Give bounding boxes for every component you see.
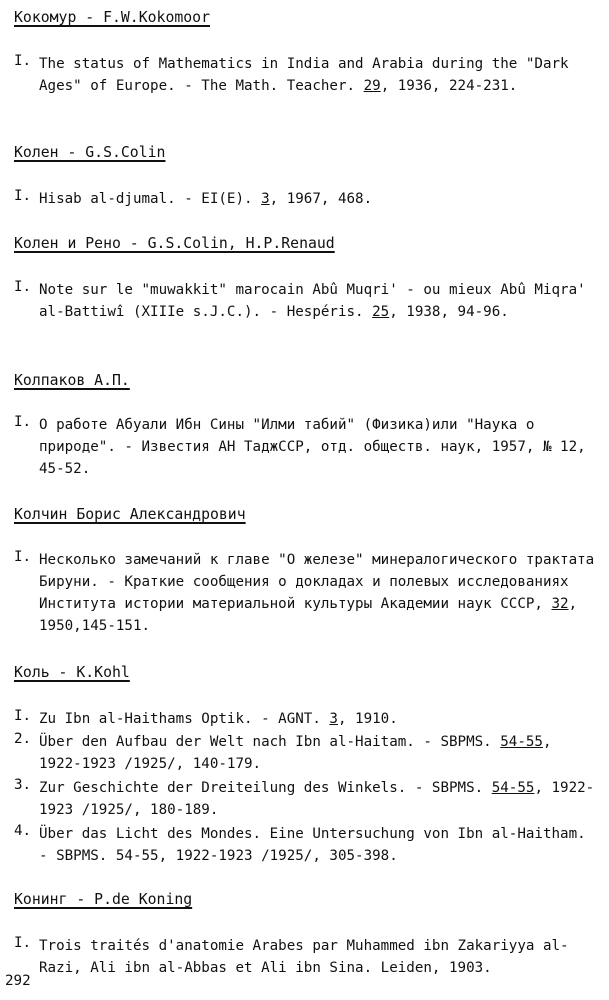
bibliography-entry <box>14 414 596 480</box>
entry-number: 3. <box>14 777 32 793</box>
bibliography-entry <box>14 279 596 323</box>
entry-number: I. <box>14 414 32 430</box>
bibliography-entry <box>14 823 596 867</box>
entry-number: I. <box>14 549 32 565</box>
author-heading-kohl: Коль - K.Kohl <box>14 664 130 681</box>
entry-text: Note sur le "muwakkit" marocain Abû Muqri' - ou mieux Abû Miqra' al-Battiwî (XIIIe s.J.C.). - Hespéris. 25, 1938, 94-96. <box>39 282 586 320</box>
entry-text: Zur Geschichte der Dreiteilung des Winkels. - SBPMS. 54-55, 1922-1923 /1925/, 180-189. <box>39 780 595 818</box>
entry-number: I. <box>14 53 32 69</box>
bibliography-entry <box>14 935 596 979</box>
bibliography-entry <box>14 777 596 821</box>
bibliography-entry <box>14 731 596 775</box>
entry-number: I. <box>14 188 32 204</box>
volume-number: 54-55 <box>491 780 535 796</box>
entry-number: I. <box>14 935 32 951</box>
author-heading-colin-renaud: Колен и Рено - G.S.Colin, H.P.Renaud <box>14 235 335 252</box>
entry-text: The status of Mathematics in India and Arabia during the "Dark Ages" of Europe. - The Math. Teacher. 29, 1936, 224-231. <box>39 56 569 94</box>
volume-number: 32 <box>551 596 569 612</box>
volume-number: 29 <box>363 78 381 94</box>
bibliography-entry <box>14 708 596 730</box>
entry-number: I. <box>14 279 32 295</box>
author-heading-kolpakov: Колпаков А.П. <box>14 372 130 389</box>
entry-text: Über den Aufbau der Welt nach Ibn al-Haitam. - SBPMS. 54-55, 1922-1923 /1925/, 140-179. <box>39 734 552 772</box>
volume-number: 54-55 <box>500 734 543 750</box>
entry-text: Hisab al-djumal. - EI(E). 3, 1967, 468. <box>39 191 373 207</box>
bibliography-entry <box>14 549 596 637</box>
entry-text: Trois traités d'anatomie Arabes par Muhammed ibn Zakariyya al-Razi, Ali ibn al-Abbas et Ali ibn Sina. Leiden, 1903. <box>39 938 569 976</box>
volume-number: 3 <box>329 711 338 727</box>
entry-number: 4. <box>14 823 32 839</box>
entry-text: Zu Ibn al-Haithams Optik. - AGNT. 3, 1910. <box>39 711 398 727</box>
volume-number: 3 <box>261 191 270 207</box>
entry-text: Несколько замечаний к главе "О железе" минералогического трактата Бируни. - Краткие сообщения о докладах и полевых исследованиях Института истории материальной культуры Академии наук СССР, 32, 1950,145-151. <box>39 552 595 634</box>
author-heading-kolchin: Колчин Борис Александрович <box>14 506 246 523</box>
entry-text: О работе Абуали Ибн Сины "Илми табий" (Физика)или "Наука о природе". - Известия АН ТаджССР, отд. обществ. наук, 1957, № 12, 45-52. <box>39 417 586 477</box>
entry-number: 2. <box>14 731 32 747</box>
author-heading-koning: Конинг - P.de Koning <box>14 891 193 908</box>
bibliography-entry <box>14 53 596 97</box>
author-heading-kokomoor: Кокомур - F.W.Kokomoor <box>14 9 210 26</box>
entry-text: Über das Licht des Mondes. Eine Untersuchung von Ibn al-Haitham. - SBPMS. 54-55, 1922-1923 /1925/, 305-398. <box>39 826 586 864</box>
bibliography-entry <box>14 188 596 210</box>
page-number: 292 <box>5 973 31 989</box>
author-heading-colin: Колен - G.S.Colin <box>14 144 166 161</box>
entry-number: I. <box>14 708 32 724</box>
volume-number: 25 <box>372 304 390 320</box>
